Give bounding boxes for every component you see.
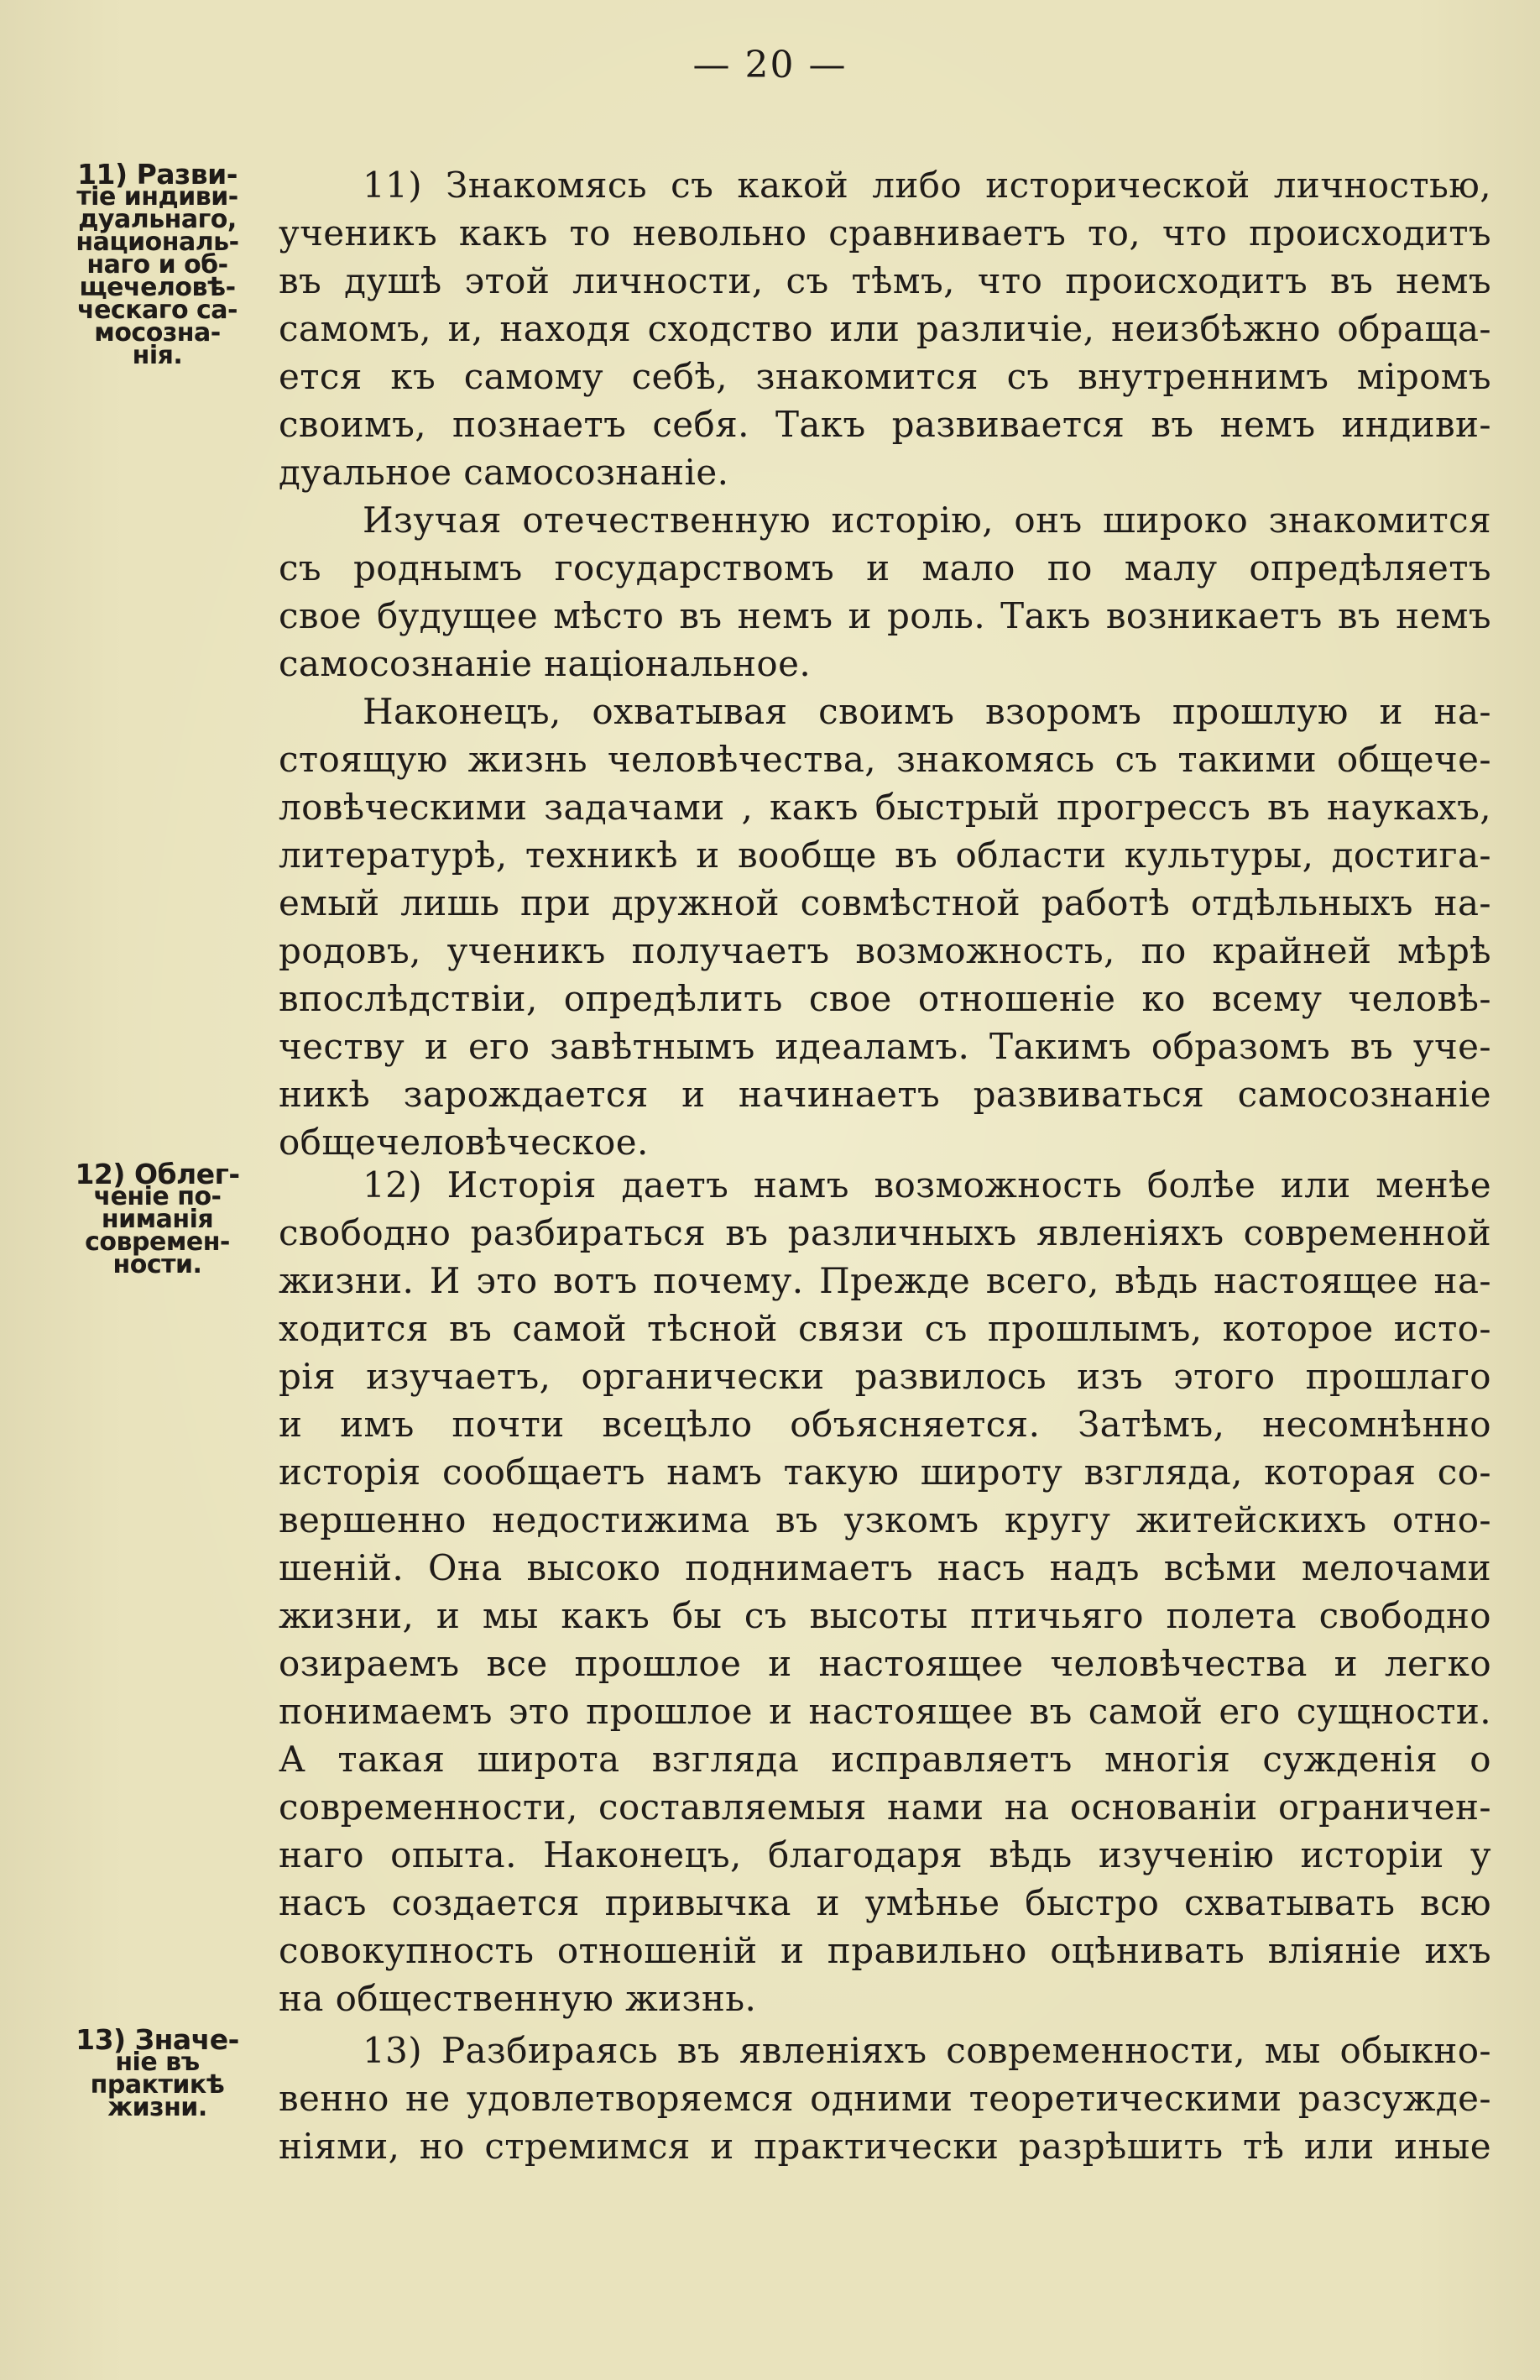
- text-line: 13) Разбираясь въ явленіяхъ современности, мы обыкно-: [363, 2030, 1491, 2071]
- text-line: жизни, и мы какъ бы съ высоты птичьяго полета свободно: [279, 1595, 1491, 1636]
- text-line: наго опыта. Наконецъ, благодаря вѣдь изученію исторіи у: [279, 1834, 1491, 1875]
- text-line: Изучая отечественную исторію, онъ широко знакомится: [363, 500, 1491, 541]
- text-line: самомъ, и, находя сходство или различіе, неизбѣжно обраща-: [279, 308, 1491, 349]
- text-line: ловѣческими задачами , какъ быстрый прогрессъ въ наукахъ,: [279, 787, 1491, 828]
- text-line: честву и его завѣтнымъ идеаламъ. Такимъ образомъ въ уче-: [279, 1026, 1491, 1067]
- text-line: родовъ, ученикъ получаетъ возможность, по крайней мѣрѣ: [279, 930, 1491, 971]
- text-line: своимъ, познаетъ себя. Такъ развивается въ немъ индиви-: [279, 404, 1491, 445]
- text-line: общечеловѣческое.: [279, 1122, 649, 1163]
- text-line: дуальное самосознаніе.: [279, 452, 729, 493]
- text-line: шеній. Она высоко поднимаетъ насъ надъ всѣми мелочами: [279, 1547, 1491, 1588]
- section-12-text: [279, 1161, 1491, 2022]
- text-line: венно не удовлетворяемся одними теоретическими разсужде-: [279, 2078, 1491, 2119]
- text-line: свое будущее мѣсто въ немъ и роль. Такъ возникаетъ въ немъ: [279, 595, 1491, 636]
- text-line: озираемъ все прошлое и настоящее человѣчества и легко: [279, 1643, 1491, 1684]
- text-line: ніями, но стремимся и практически разрѣшить тѣ или иные: [279, 2126, 1491, 2167]
- text-line: стоящую жизнь человѣчества, знакомясь съ такими общече-: [279, 739, 1491, 780]
- text-line: понимаемъ это прошлое и настоящее въ самой его сущности.: [279, 1691, 1491, 1732]
- text-line: съ роднымъ государствомъ и мало по малу опредѣляетъ: [279, 547, 1491, 588]
- text-line: рія изучаетъ, органически развилось изъ этого прошлаго: [279, 1356, 1491, 1397]
- section-11-text: [279, 161, 1491, 1166]
- text-line: впослѣдствіи, опредѣлить свое отношеніе ко всему человѣ-: [279, 978, 1491, 1019]
- text-line: ходится въ самой тѣсной связи съ прошлымъ, которое исто-: [279, 1308, 1491, 1349]
- text-line: насъ создается привычка и умѣнье быстро схватывать всю: [279, 1882, 1491, 1923]
- text-line: вершенно недостижима въ узкомъ кругу житейскихъ отно-: [279, 1499, 1491, 1540]
- sidenote-13: 13) Значе- ніе въ практикѣ жизни.: [76, 2023, 239, 2122]
- text-line: самосознаніе національное.: [279, 643, 812, 684]
- paragraph: [279, 1161, 1491, 2022]
- text-line: литературѣ, техникѣ и вообще въ области культуры, достига-: [279, 834, 1491, 876]
- text-line: никѣ зарождается и начинаетъ развиваться самосознаніе: [279, 1074, 1491, 1115]
- text-line: современности, составляемыя нами на основаніи ограничен-: [279, 1786, 1491, 1828]
- text-line: ется къ самому себѣ, знакомится съ внутреннимъ міромъ: [279, 356, 1491, 397]
- text-line: на общественную жизнь.: [279, 1978, 757, 2019]
- sidenote-12: 12) Облег- ченіе по- ниманія современ- ности.: [75, 1158, 240, 1279]
- text-line: въ душѣ этой личности, съ тѣмъ, что происходитъ въ немъ: [279, 260, 1491, 301]
- text-line: исторія сообщаетъ намъ такую широту взгляда, которая со-: [279, 1452, 1491, 1493]
- paragraph: [279, 496, 1491, 688]
- text-line: Наконецъ, охватывая своимъ взоромъ прошлую и на-: [363, 691, 1491, 732]
- text-line: и имъ почти всецѣло объясняется. Затѣмъ, несомнѣнно: [279, 1404, 1491, 1445]
- text-line: совокупность отношеній и правильно оцѣнивать вліяніе ихъ: [279, 1930, 1491, 1971]
- text-line: жизни. И это вотъ почему. Прежде всего, вѣдь настоящее на-: [279, 1260, 1491, 1301]
- text-line: свободно разбираться въ различныхъ явленіяхъ современной: [279, 1212, 1491, 1253]
- text-line: А такая широта взгляда исправляетъ многія сужденія о: [279, 1739, 1491, 1780]
- text-line: 11) Знакомясь съ какой либо исторической личностью,: [363, 165, 1491, 206]
- paragraph: [279, 688, 1491, 1166]
- text-line: ученикъ какъ то невольно сравниваетъ то, что происходитъ: [279, 212, 1491, 254]
- paragraph: [279, 161, 1491, 496]
- text-line: емый лишь при дружной совмѣстной работѣ отдѣльныхъ на-: [279, 882, 1491, 923]
- text-line: 12) Исторія даетъ намъ возможность болѣе или менѣе: [363, 1164, 1491, 1206]
- page-number: — 20 —: [692, 44, 848, 86]
- paragraph: [279, 2027, 1491, 2170]
- sidenote-11: 11) Разви- тіе индиви- дуальнаго, националь- наго и об- щечеловѣ- ческаго са- мосозна- нія.: [76, 158, 239, 370]
- section-13-text: [279, 2027, 1491, 2170]
